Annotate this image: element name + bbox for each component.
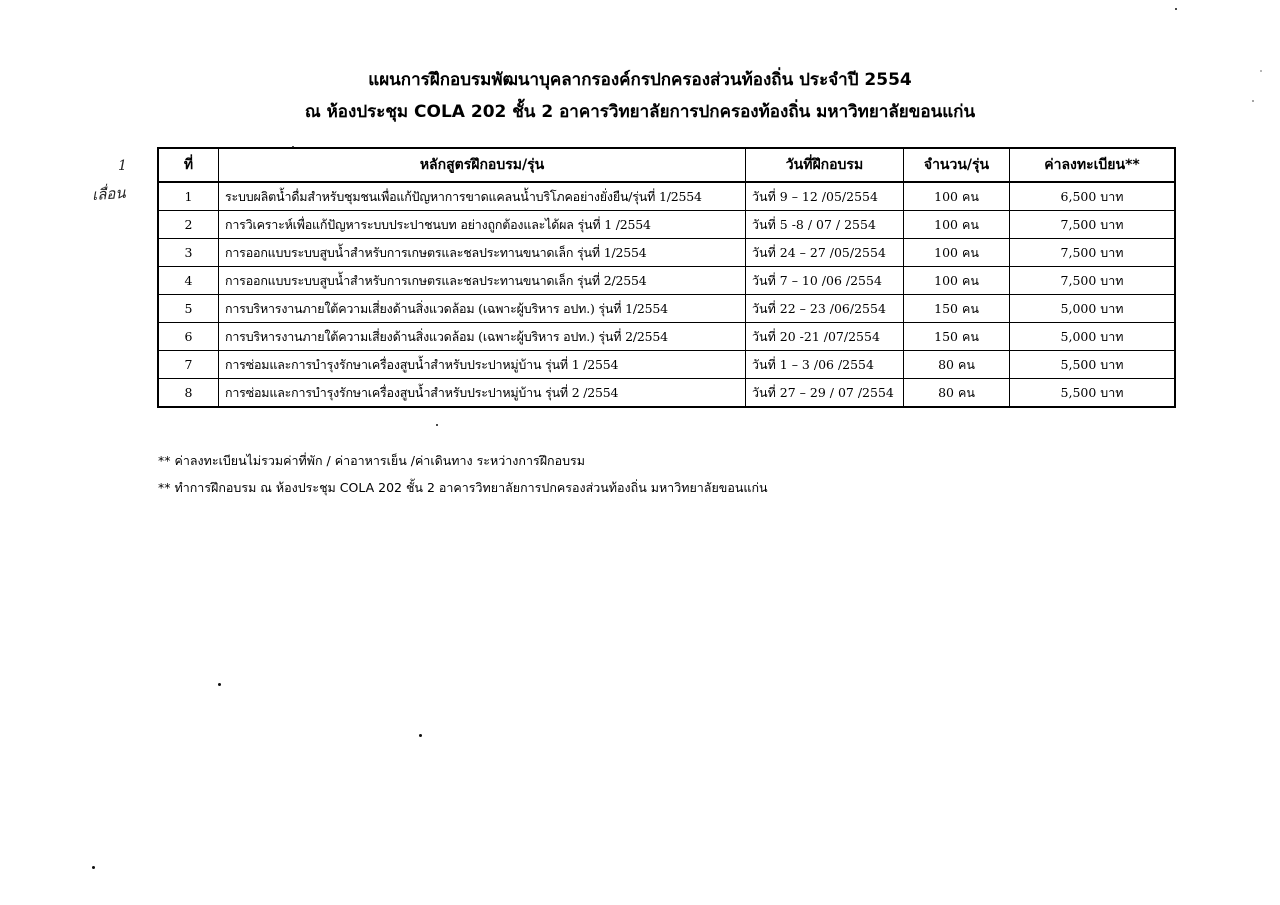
cell-course: การซ่อมและการบำรุงรักษาเครื่องสูบน้ำสำหรับประปาหมู่บ้าน รุ่นที่ 2 /2554 [219,379,746,408]
cell-date: วันที่ 22 – 23 /06/2554 [746,295,904,323]
cell-date: วันที่ 20 -21 /07/2554 [746,323,904,351]
cell-no: 8 [158,379,219,408]
header-course: หลักสูตรฝึกอบรม/รุ่น [219,148,746,182]
cell-course: การวิเคราะห์เพื่อแก้ปัญหาระบบประปาชนบท อย่างถูกต้องและได้ผล รุ่นที่ 1 /2554 [219,211,746,239]
cell-quantity: 150 คน [904,295,1010,323]
header-date: วันที่ฝึกอบรม [746,148,904,182]
table-header [158,148,1175,182]
cell-date: วันที่ 24 – 27 /05/2554 [746,239,904,267]
cell-quantity: 80 คน [904,351,1010,379]
cell-date: วันที่ 7 – 10 /06 /2554 [746,267,904,295]
table-row [158,351,1175,379]
cell-date: วันที่ 27 – 29 / 07 /2554 [746,379,904,408]
scan-speck [419,734,422,737]
cell-quantity: 100 คน [904,211,1010,239]
header-fee: ค่าลงทะเบียน** [1010,148,1176,182]
cell-no: 7 [158,351,219,379]
footnote-fee-exclusions: ** ค่าลงทะเบียนไม่รวมค่าที่พัก / ค่าอาหารเย็น /ค่าเดินทาง ระหว่างการฝึกอบรม [158,453,585,468]
scan-speck [1175,8,1177,10]
cell-date: วันที่ 9 – 12 /05/2554 [746,182,904,211]
cell-no: 5 [158,295,219,323]
cell-no: 6 [158,323,219,351]
training-schedule-table [157,147,1176,408]
cell-fee: 5,500 บาท [1010,379,1176,408]
cell-quantity: 100 คน [904,239,1010,267]
cell-quantity: 100 คน [904,182,1010,211]
cell-quantity: 100 คน [904,267,1010,295]
cell-no: 1 [158,182,219,211]
table-row [158,267,1175,295]
cell-fee: 7,500 บาท [1010,267,1176,295]
header-row [158,148,1175,182]
cell-no: 4 [158,267,219,295]
cell-course: การออกแบบระบบสูบน้ำสำหรับการเกษตรและชลประทานขนาดเล็ก รุ่นที่ 2/2554 [219,267,746,295]
cell-date: วันที่ 1 – 3 /06 /2554 [746,351,904,379]
footnote-venue: ** ทำการฝึกอบรม ณ ห้องประชุม COLA 202 ชั้น 2 อาคารวิทยาลัยการปกครองส่วนท้องถิ่น มหาวิทยาลัยขอนแก่น [158,480,768,495]
table-row [158,239,1175,267]
scan-speck [1260,70,1262,72]
handwritten-note: เลื่อน [91,183,127,205]
document-title: แผนการฝึกอบรมพัฒนาบุคลากรองค์กรปกครองส่วนท้องถิ่น ประจำปี 2554 [368,70,912,90]
table-row [158,182,1175,211]
cell-course: การออกแบบระบบสูบน้ำสำหรับการเกษตรและชลประทานขนาดเล็ก รุ่นที่ 1/2554 [219,239,746,267]
cell-fee: 7,500 บาท [1010,239,1176,267]
header-no: ที่ [158,148,219,182]
handwritten-mark: 1 [118,158,127,174]
cell-fee: 6,500 บาท [1010,182,1176,211]
scan-speck [1252,100,1254,102]
scan-speck [92,866,95,869]
header-quantity: จำนวน/รุ่น [904,148,1010,182]
cell-course: การบริหารงานภายใต้ความเสี่ยงด้านสิ่งแวดล้อม (เฉพาะผู้บริหาร อปท.) รุ่นที่ 2/2554 [219,323,746,351]
cell-fee: 5,500 บาท [1010,351,1176,379]
cell-fee: 7,500 บาท [1010,211,1176,239]
table-body [158,182,1175,407]
cell-fee: 5,000 บาท [1010,295,1176,323]
cell-no: 2 [158,211,219,239]
table-row [158,379,1175,408]
cell-course: การซ่อมและการบำรุงรักษาเครื่องสูบน้ำสำหรับประปาหมู่บ้าน รุ่นที่ 1 /2554 [219,351,746,379]
cell-quantity: 80 คน [904,379,1010,408]
cell-fee: 5,000 บาท [1010,323,1176,351]
cell-no: 3 [158,239,219,267]
table-row [158,323,1175,351]
scan-speck [436,424,438,426]
table-row [158,211,1175,239]
scan-speck [292,146,294,148]
cell-quantity: 150 คน [904,323,1010,351]
scan-speck [218,683,221,686]
document-subtitle-venue: ณ ห้องประชุม COLA 202 ชั้น 2 อาคารวิทยาลัยการปกครองท้องถิ่น มหาวิทยาลัยขอนแก่น [304,102,976,122]
cell-date: วันที่ 5 -8 / 07 / 2554 [746,211,904,239]
cell-course: ระบบผลิตน้ำดื่มสำหรับชุมชนเพื่อแก้ปัญหาการขาดแคลนน้ำบริโภคอย่างยั่งยืน/รุ่นที่ 1/2554 [219,182,746,211]
cell-course: การบริหารงานภายใต้ความเสี่ยงด้านสิ่งแวดล้อม (เฉพาะผู้บริหาร อปท.) รุ่นที่ 1/2554 [219,295,746,323]
table-row [158,295,1175,323]
